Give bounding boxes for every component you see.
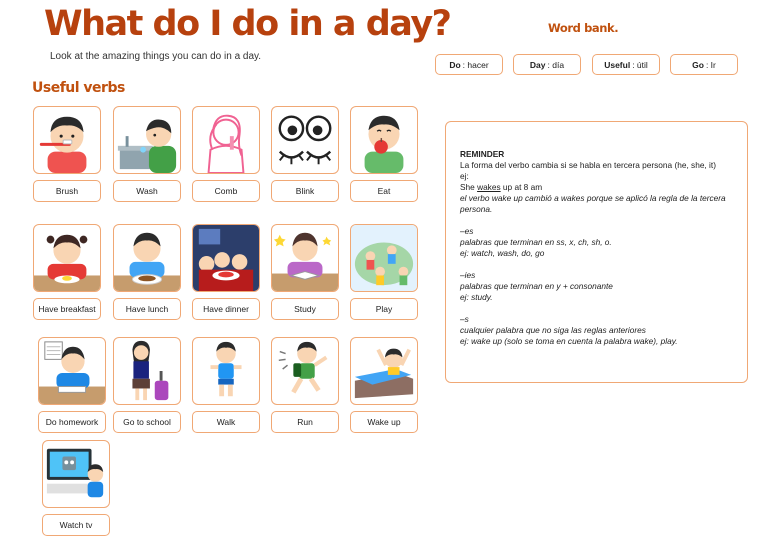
verb-label: Play bbox=[350, 298, 418, 320]
eating-apple-icon bbox=[350, 106, 418, 174]
homework-icon bbox=[38, 337, 106, 405]
rule-suffix: –ies bbox=[460, 270, 476, 280]
verb-label: Eat bbox=[350, 180, 418, 202]
washing-face-icon bbox=[113, 106, 181, 174]
section-title: Useful verbs bbox=[32, 80, 125, 96]
studying-icon bbox=[271, 224, 339, 292]
word-bank-meaning: hacer bbox=[467, 59, 489, 70]
verb-label: Have breakfast bbox=[33, 298, 101, 320]
blinking-eyes-icon bbox=[271, 106, 339, 174]
verb-label: Blink bbox=[271, 180, 339, 202]
breakfast-icon bbox=[33, 224, 101, 292]
rule-suffix: –es bbox=[460, 226, 474, 236]
verb-label: Do homework bbox=[38, 411, 106, 433]
verb-label: Have dinner bbox=[192, 298, 260, 320]
reminder-explanation: el verbo wake up cambió a wakes porque se aplicó la regla de la tercera persona. bbox=[460, 193, 726, 214]
example-verb: wakes bbox=[477, 182, 501, 192]
waking-up-icon bbox=[350, 337, 418, 405]
rule-example: ej: wake up (solo se toma en cuenta la palabra wake), play. bbox=[460, 336, 678, 346]
word-bank-item: Go : Ir bbox=[670, 54, 738, 75]
word-bank-item: Do : hacer bbox=[435, 54, 503, 75]
word-bank-meaning: útil bbox=[636, 59, 648, 70]
verb-label: Watch tv bbox=[42, 514, 110, 536]
word-bank-term: Useful bbox=[604, 59, 631, 70]
word-bank-item: Day : día bbox=[513, 54, 581, 75]
reminder-line: ej: bbox=[460, 171, 469, 181]
verb-label: Study bbox=[271, 298, 339, 320]
verb-label: Run bbox=[271, 411, 339, 433]
word-bank-meaning: Ir bbox=[710, 59, 716, 70]
word-bank-title: Word bank. bbox=[548, 21, 619, 35]
page-subtitle: Look at the amazing things you can do in a day. bbox=[50, 51, 262, 62]
rule-text: palabras que terminan en ss, x, ch, sh, o. bbox=[460, 237, 612, 247]
verb-label: Wash bbox=[113, 180, 181, 202]
reminder-example: She wakes up at 8 am bbox=[460, 182, 543, 192]
word-bank-item: Useful : útil bbox=[592, 54, 660, 75]
walking-icon bbox=[192, 337, 260, 405]
reminder-box bbox=[445, 121, 748, 383]
word-bank-term: Do bbox=[449, 59, 461, 70]
dinner-icon bbox=[192, 224, 260, 292]
lunch-icon bbox=[113, 224, 181, 292]
going-to-school-icon bbox=[113, 337, 181, 405]
rule-example: ej: study. bbox=[460, 292, 493, 302]
playing-icon bbox=[350, 224, 418, 292]
verb-label: Wake up bbox=[350, 411, 418, 433]
verb-label: Brush bbox=[33, 180, 101, 202]
brushing-teeth-icon bbox=[33, 106, 101, 174]
reminder-line: La forma del verbo cambia si se habla en tercera persona (he, she, it) bbox=[460, 160, 716, 170]
rule-example: ej: watch, wash, do, go bbox=[460, 248, 545, 258]
rule-text: palabras que terminan en y + consonante bbox=[460, 281, 613, 291]
reminder-title: REMINDER bbox=[460, 149, 505, 159]
watching-tv-icon bbox=[42, 440, 110, 508]
word-bank-term: Day bbox=[529, 59, 546, 70]
word-bank-term: Go bbox=[692, 59, 704, 70]
running-icon bbox=[271, 337, 339, 405]
word-bank-meaning: día bbox=[552, 59, 565, 70]
combing-hair-icon bbox=[192, 106, 260, 174]
page-title: What do I do in a day? bbox=[44, 4, 451, 44]
rule-suffix: –s bbox=[460, 314, 469, 324]
verb-label: Have lunch bbox=[113, 298, 181, 320]
verb-label: Comb bbox=[192, 180, 260, 202]
verb-label: Walk bbox=[192, 411, 260, 433]
verb-label: Go to school bbox=[113, 411, 181, 433]
rule-text: cualquier palabra que no siga las reglas anteriores bbox=[460, 325, 646, 335]
